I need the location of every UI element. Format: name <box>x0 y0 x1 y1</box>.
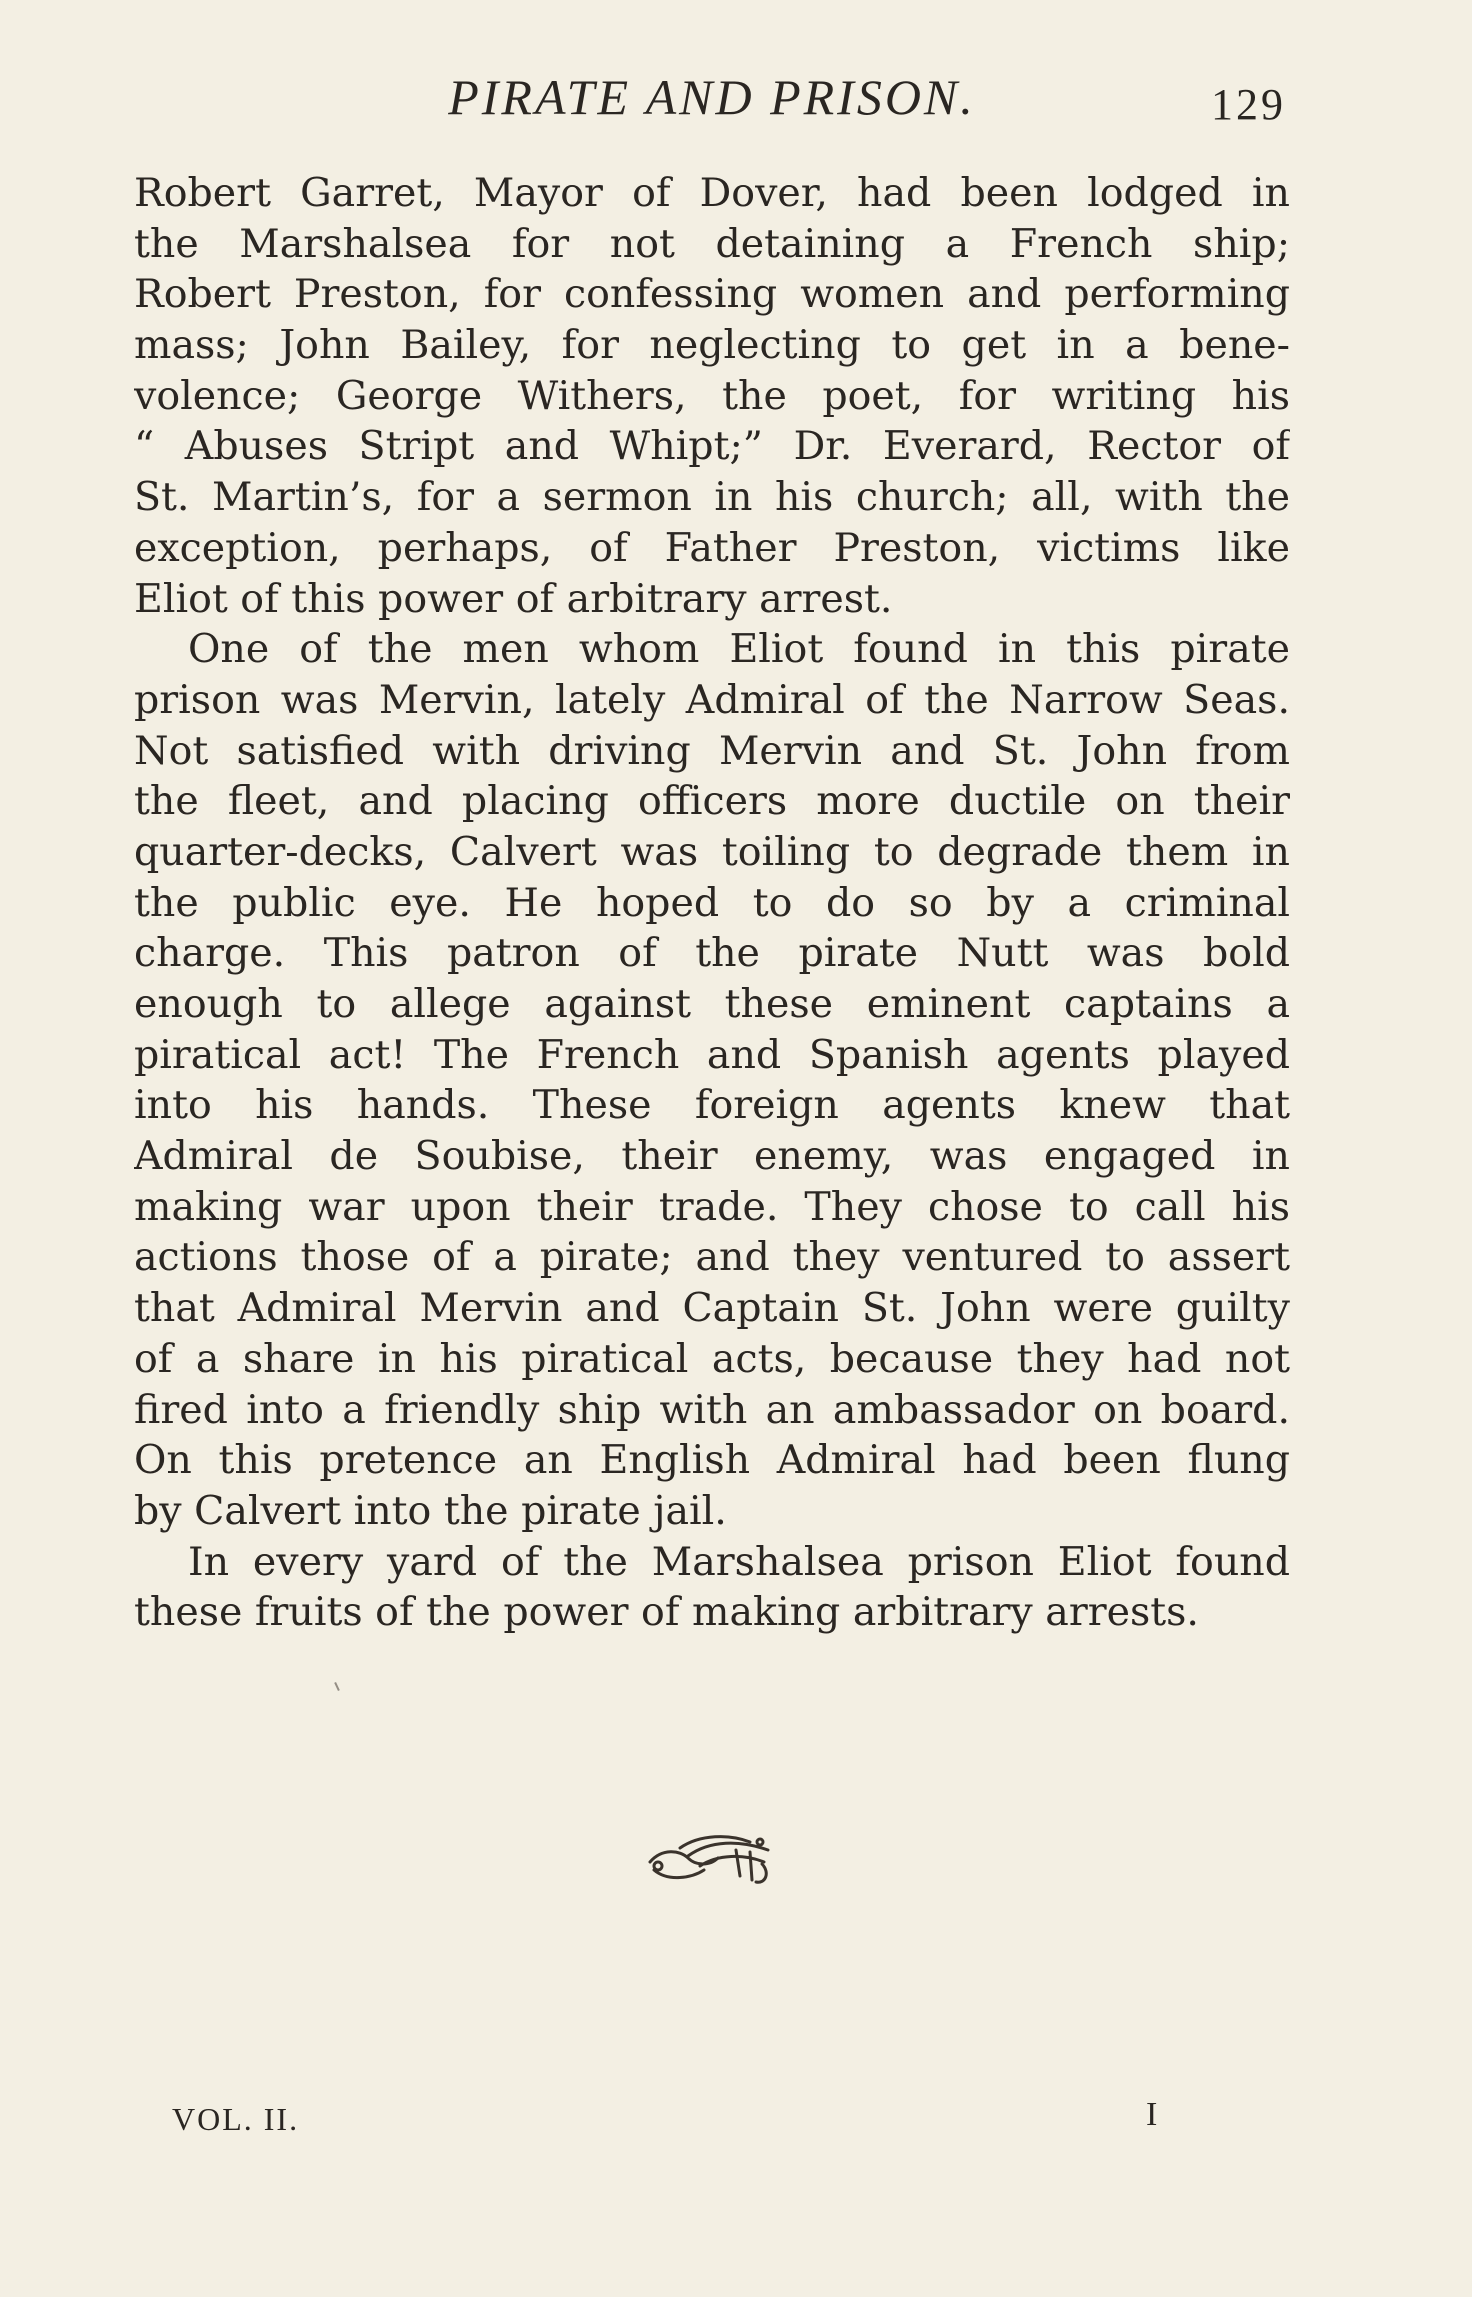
paragraph-1 <box>134 168 1290 624</box>
text-line: actions those of a pirate; and they ventured to assert <box>134 1234 1290 1281</box>
text-line: mass; John Bailey, for neglecting to get in a bene- <box>134 322 1290 369</box>
text-line: the fleet, and placing officers more ductile on their <box>134 778 1290 825</box>
text-line: prison was Mervin, lately Admiral of the Narrow Seas. <box>134 676 1290 723</box>
text-line: “ Abuses Stript and Whipt;” Dr. Everard, Rector of <box>134 423 1290 470</box>
text-line: the Marshalsea for not detaining a French ship; <box>134 220 1290 267</box>
paper-speck <box>334 1682 340 1691</box>
text-line: fired into a friendly ship with an ambassador on board. <box>134 1386 1290 1433</box>
body-text <box>134 168 1290 1638</box>
text-line: Not satisfied with driving Mervin and St. John from <box>134 727 1290 774</box>
text-line: enough to allege against these eminent captains a <box>134 981 1290 1027</box>
text-line: Robert Preston, for confessing women and performing <box>134 271 1290 318</box>
text-line: into his hands. These foreign agents knew that <box>134 1082 1290 1129</box>
text-line: On this pretence an English Admiral had been flung <box>134 1437 1290 1484</box>
text-line: quarter-decks, Calvert was toiling to degrade them in <box>134 828 1290 875</box>
text-line: of a share in his piratical acts, because they had not <box>134 1335 1290 1382</box>
text-line: these fruits of the power of making arbitrary arrests. <box>134 1589 1199 1636</box>
signature-letter: I <box>1146 2096 1158 2133</box>
text-line: the public eye. He hoped to do so by a criminal <box>134 879 1290 926</box>
text-line: Eliot of this power of arbitrary arrest. <box>134 575 893 622</box>
text-line: Admiral de Soubise, their enemy, was engaged in <box>134 1133 1290 1180</box>
printer-ornament-icon <box>640 1828 790 1888</box>
running-title: PIRATE AND PRISON. <box>448 69 976 125</box>
text-line: by Calvert into the pirate jail. <box>134 1487 727 1534</box>
running-head <box>134 62 1290 132</box>
text-line: charge. This patron of the pirate Nutt was bold <box>134 930 1290 977</box>
text-line: One of the men whom Eliot found in this pirate <box>188 626 1290 673</box>
text-line: Robert Garret, Mayor of Dover, had been lodged in <box>134 170 1290 216</box>
text-line: In every yard of the Marshalsea prison Eliot found <box>188 1538 1290 1585</box>
paragraph-3 <box>134 1537 1290 1638</box>
page-number: 129 <box>1211 80 1286 129</box>
paragraph-2 <box>134 624 1290 1536</box>
signature-mark: VOL. II. <box>172 2101 300 2137</box>
text-line: St. Martin’s, for a sermon in his church; all, with the <box>134 474 1290 521</box>
text-line: volence; George Withers, the poet, for writing his <box>134 372 1290 419</box>
text-line: exception, perhaps, of Father Preston, victims like <box>134 524 1290 571</box>
text-line: making war upon their trade. They chose to call his <box>134 1183 1290 1230</box>
text-line: that Admiral Mervin and Captain St. John were guilty <box>134 1285 1290 1332</box>
text-line: piratical act! The French and Spanish agents played <box>134 1031 1290 1078</box>
